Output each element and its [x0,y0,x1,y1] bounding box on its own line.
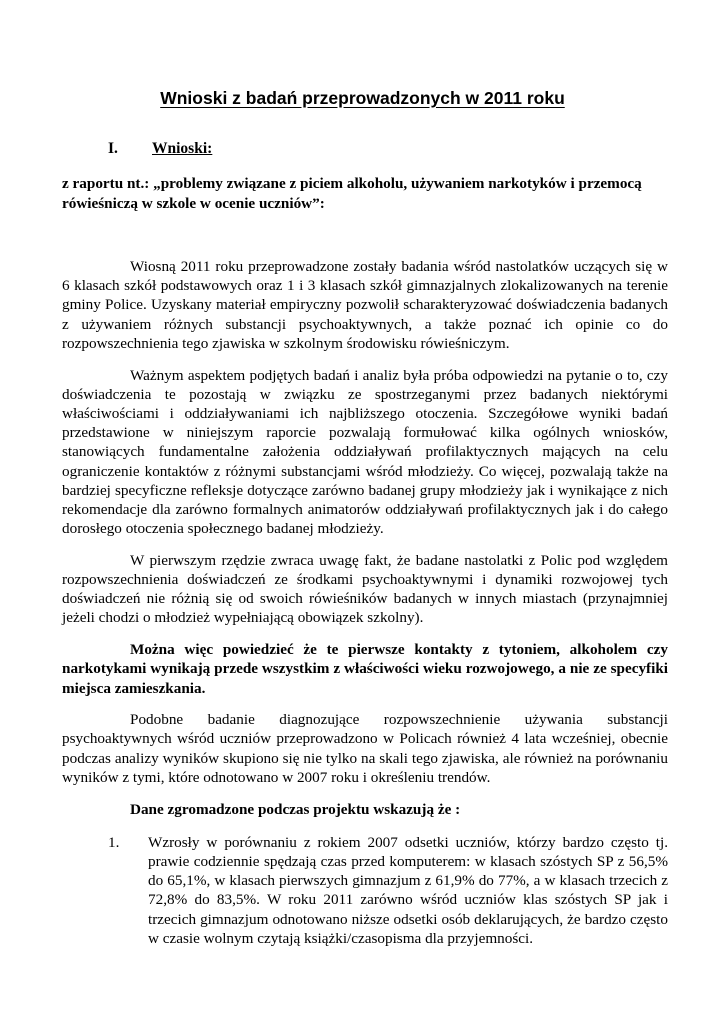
section-label: Wnioski: [152,140,213,157]
paragraph-5: Podobne badanie diagnozujące rozpowszechnienie używania substancji psychoaktywnych wśród uczniów przeprowadzono w Policach również 4 lata wcześniej, obecnie podczas analizy wyników skupiono się nie tylko na skali tego zjawiska, ale również na porównaniu wyników z tymi, które odnotowano w 2007 roku i określeniu trendów. [62,711,668,786]
paragraph-1: Wiosną 2011 roku przeprowadzone zostały badania wśród nastolatków uczących się w 6 klasach szkół podstawowych oraz 1 i 3 klasach szkół gimnazjalnych zlokalizowanych na terenie gminy Police. Uzyskany materiał empiryczny pozwolił scharakteryzować doświadczenia badanych z używaniem różnych substancji psychoaktywnych, a także poznać ich opinie co do rozpowszechnienia tego zjawiska w szkolnym środowisku rówieśniczym. [62,258,668,352]
list-item-text: Wzrosły w porównaniu z rokiem 2007 odsetki uczniów, którzy bardzo często tj. prawie codziennie spędzają czas przed komputerem: w klasach szóstych SP z 56,5% do 65,1%, w klasach pierwszych gimnazjum z 61,9% do 77%, a w klasach trzecich z 72,8% do 83,5%. W roku 2011 zarówno wśród uczniów klas szóstych SP jak i trzecich gimnazjum odnotowano niższe odsetki osób deklarujących, że bardzo często w czasie wolnym czytają książki/czasopisma dla przyjemności. [148,833,668,947]
document-title: Wnioski z badań przeprowadzonych w 2011 roku [160,88,565,108]
report-title: z raportu nt.: „problemy związane z piciem alkoholu, używaniem narkotyków i przemocą rówieśniczą w szkole w ocenie uczniów”: [62,175,642,212]
section-heading [108,140,212,158]
paragraph-3: W pierwszym rzędzie zwraca uwagę fakt, że badane nastolatki z Polic pod względem rozpowszechnienia doświadczeń ze środkami psychoaktywnymi i dynamiki rozwojowej tych doświadczeń nie różnią się od swoich rówieśników badanych w innych miastach (przynajmniej jeżeli chodzi o młodzież wypełniającą obowiązek szkolny). [62,551,668,627]
section-number: I. [108,140,118,157]
paragraph-2: Ważnym aspektem podjętych badań i analiz była próba odpowiedzi na pytanie o to, czy doświadczenia te pozostają w związku ze spostrzeganymi przez badanych niektórymi właściwościami i oddziaływaniami ich najbliższego otoczenia. Szczegółowe wyniki badań przedstawione w niniejszym raporcie pozwalają formułować kilka ogólnych wniosków, stanowiących fundamentalne założenia oddziaływań profilaktycznych mających na celu ograniczenie kontaktów z różnymi substancjami wśród młodzieży. Co więcej, pozwalają także na bardziej specyficzne refleksje dotyczące zarówno badanej grupy młodzieży jak i wynikające z nich rekomendacje dla zarówno formalnych animatorów oddziaływań profilaktycznych jak i do całego dorosłego otoczenia społecznego badanej młodzieży. [62,366,668,538]
findings-list [62,833,668,948]
list-item [62,833,668,948]
list-item-number: 1. [108,833,120,851]
findings-subheading: Dane zgromadzone podczas projektu wskazują że : [130,800,461,818]
body-text [62,257,668,948]
paragraph-4-bold: Można więc powiedzieć że te pierwsze kontakty z tytoniem, alkoholem czy narkotykami wynikają przede wszystkim z właściwości wieku rozwojowego, a nie ze specyfiki miejsca zamieszkania. [62,641,668,697]
